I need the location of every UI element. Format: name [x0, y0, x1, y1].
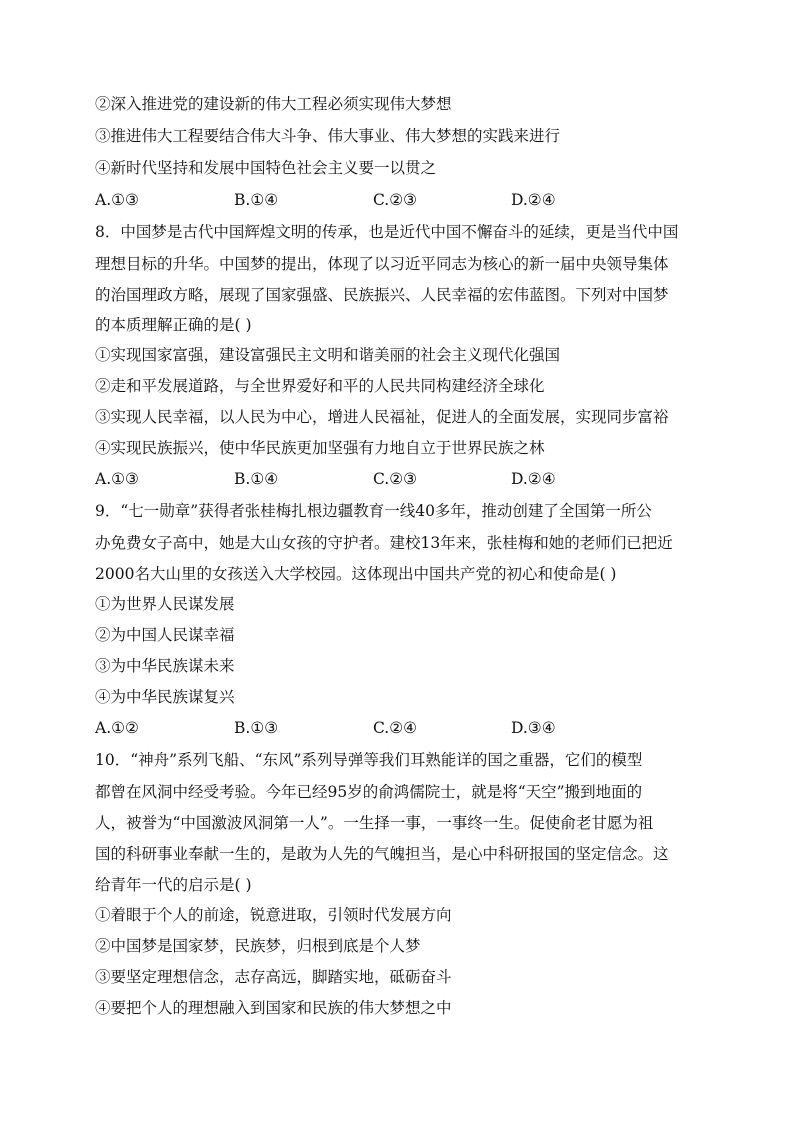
q7-option-a: A.①③: [95, 191, 139, 209]
q8-statement-2: ②走和平发展道路，与全世界爱好和平的人民共同构建经济全球化: [95, 377, 545, 395]
q9-statement-2: ②为中国人民谋幸福: [95, 626, 235, 644]
q10-statement-3: ③要坚定理想信念，志存高远，脚踏实地，砥砺奋斗: [95, 968, 452, 986]
q10-stem-line-5: 给青年一代的启示是( ): [95, 876, 252, 894]
q8-stem-line-2: 理想目标的升华。中国梦的提出，体现了以习近平同志为核心的新一届中央领导集体: [95, 255, 669, 273]
q8-stem-line-4: 的本质理解正确的是( ): [95, 316, 252, 334]
q7-statement-4: ④新时代坚持和发展中国特色社会主义要一以贯之: [95, 159, 437, 177]
q9-statement-4: ④为中华民族谋复兴: [95, 688, 235, 706]
q9-option-a: A.①②: [95, 719, 139, 737]
q7-statement-3: ③推进伟大工程要结合伟大斗争、伟大事业、伟大梦想的实践来进行: [95, 127, 561, 145]
q9-statement-3: ③为中华民族谋未来: [95, 657, 235, 675]
q10-stem-line-2: 都曾在风洞中经受考验。今年已经95岁的俞鸿儒院士，就是将“天空”搬到地面的: [95, 783, 643, 801]
q10-statement-4: ④要把个人的理想融入到国家和民族的伟大梦想之中: [95, 999, 452, 1017]
q9-option-c: C.②④: [373, 719, 418, 737]
q10-stem-line-4: 国的科研事业奉献一生的，是敢为人先的气魄担当，是心中科研报国的坚定信念。这: [95, 845, 669, 863]
q8-stem-line-3: 的治国理政方略，展现了国家强盛、民族振兴、人民幸福的宏伟蓝图。下列对中国梦: [95, 286, 669, 304]
q8-statement-3: ③实现人民幸福，以人民为中心，增进人民福祉，促进人的全面发展，实现同步富裕: [95, 408, 669, 426]
q8-option-b: B.①④: [234, 470, 279, 488]
q9-stem-line-3: 2000名大山里的女孩送入大学校园。这体现出中国共产党的初心和使命是( ): [95, 565, 617, 583]
q9-statement-1: ①为世界人民谋发展: [95, 595, 235, 613]
q8-option-a: A.①③: [95, 470, 139, 488]
q10-stem-line-1: 10．“神舟”系列飞船、“东风”系列导弹等我们耳熟能详的国之重器，它们的模型: [95, 751, 643, 769]
q10-statement-1: ①着眼于个人的前途，锐意进取，引领时代发展方向: [95, 906, 452, 924]
q8-stem-line-1: 8．中国梦是古代中国辉煌文明的传承，也是近代中国不懈奋斗的延续，更是当代中国: [95, 223, 679, 241]
q10-statement-2: ②中国梦是国家梦，民族梦，归根到底是个人梦: [95, 937, 421, 955]
q8-option-c: C.②③: [373, 470, 418, 488]
q7-statement-2: ②深入推进党的建设新的伟大工程必须实现伟大梦想: [95, 95, 452, 113]
q7-option-d: D.②④: [511, 191, 556, 209]
q8-option-d: D.②④: [511, 470, 556, 488]
q7-option-b: B.①④: [234, 191, 279, 209]
q9-option-b: B.①③: [234, 719, 279, 737]
q9-stem-line-2: 办免费女子高中，她是大山女孩的守护者。建校13年来，张桂梅和她的老师们已把近: [95, 534, 673, 552]
q7-option-c: C.②③: [373, 191, 418, 209]
q8-statement-1: ①实现国家富强，建设富强民主文明和谐美丽的社会主义现代化强国: [95, 346, 561, 364]
q10-stem-line-3: 人，被誉为“中国激波风洞第一人”。一生择一事，一事终一生。促使俞老甘愿为祖: [95, 814, 654, 832]
q8-statement-4: ④实现民族振兴，使中华民族更加坚强有力地自立于世界民族之林: [95, 439, 545, 457]
q9-stem-line-1: 9．“七一勋章”获得者张桂梅扎根边疆教育一线40多年，推动创建了全国第一所公: [95, 502, 652, 520]
q9-option-d: D.③④: [511, 719, 556, 737]
